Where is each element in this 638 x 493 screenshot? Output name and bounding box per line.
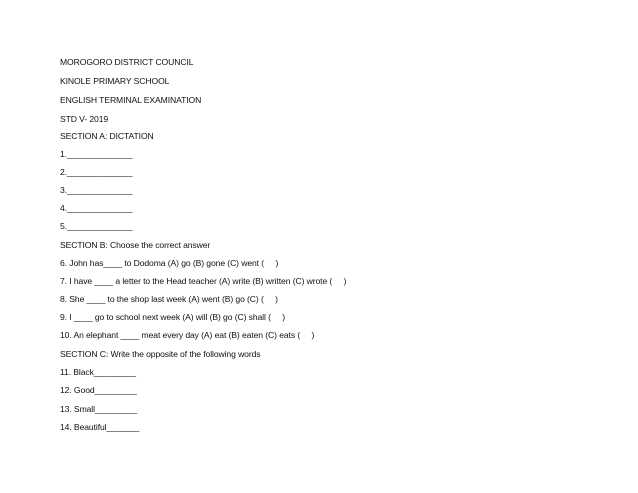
opposite-item: 11. Black_________	[60, 367, 136, 377]
question-item: 8. She ____ to the shop last week (A) went (B) go (C) ( )	[60, 294, 278, 304]
council-name: MOROGORO DISTRICT COUNCIL	[60, 57, 194, 67]
dictation-item: 5.______________	[60, 221, 133, 231]
standard-year: STD V- 2019	[60, 114, 109, 124]
question-item: 9. I ____ go to school next week (A) will (B) go (C) shall ( )	[60, 312, 286, 322]
opposite-item: 14. Beautiful_______	[60, 422, 140, 432]
school-name: KINOLE PRIMARY SCHOOL	[60, 76, 170, 86]
dictation-item: 3.______________	[60, 185, 133, 195]
question-item: 6. John has____ to Dodoma (A) go (B) gone (C) went ( )	[60, 258, 279, 268]
exam-title: ENGLISH TERMINAL EXAMINATION	[60, 95, 202, 105]
question-item: 7. I have ____ a letter to the Head teacher (A) write (B) written (C) wrote ( )	[60, 276, 347, 286]
question-item: 10. An elephant ____ meat every day (A) eat (B) eaten (C) eats ( )	[60, 330, 315, 340]
opposite-item: 12. Good_________	[60, 385, 137, 395]
dictation-item: 2.______________	[60, 167, 133, 177]
dictation-item: 4.______________	[60, 203, 133, 213]
dictation-item: 1.______________	[60, 149, 133, 159]
opposite-item: 13. Small_________	[60, 404, 138, 414]
section-c-heading: SECTION C: Write the opposite of the following words	[60, 349, 261, 359]
section-a-heading: SECTION A: DICTATION	[60, 131, 154, 141]
section-b-heading: SECTION B: Choose the correct answer	[60, 240, 211, 250]
